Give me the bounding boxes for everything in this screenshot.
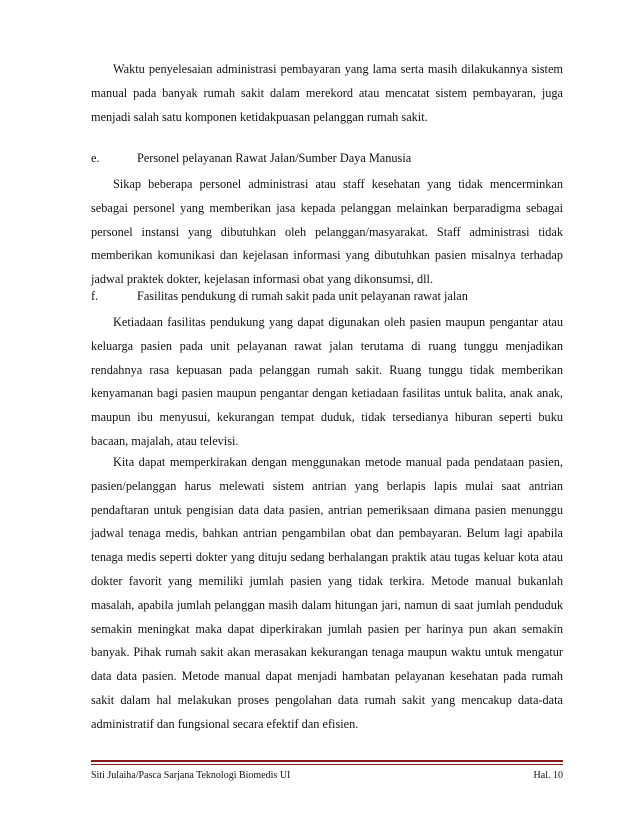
footer-page-number: Hal. 10 <box>533 770 563 781</box>
list-item-f <box>91 286 468 306</box>
paragraph-manual-method: Kita dapat memperkirakan dengan menggunakan metode manual pada pendataan pasien, pasien/pelanggan harus melewati sistem antrian yang berlapis lapis mulai saat antrian pendaftaran untuk pengisian data data pasien, antrian pemeriksaan dimana pasien menunggu jadwal tenaga medis, bahkan antrian pengambilan obat dan pembayaran. Belum lagi apabila tenaga medis seperti dokter yang dituju sedang berhalangan praktik atau tugas keluar kota atau dokter favorit yang memiliki jumlah pasien yang tidak terkira. Metode manual bukanlah masalah, apabila jumlah pelanggan masih dalam hitungan jari, namun di saat jumlah penduduk semakin meningkat maka dapat diperkirakan jumlah pasien per harinya pun akan semakin banyak. Pihak rumah sakit akan merasakan kekurangan tenaga maupun waktu untuk mengatur data data pasien. Metode manual dapat menjadi hambatan pelayanan kesehatan pada rumah sakit dalam hal melakukan proses pengolahan data rumah sakit yang mencakup data-data administratif dan fungsional secara efektif dan efisien. <box>91 455 563 731</box>
footer-author: Siti Julaiha/Pasca Sarjana Teknologi Biomedis UI <box>91 770 291 781</box>
list-item-f-text: Fasilitas pendukung di rumah sakit pada unit pelayanan rawat jalan <box>137 289 468 303</box>
paragraph-personnel: Sikap beberapa personel administrasi atau staff kesehatan yang tidak mencerminkan sebagai personel yang memberikan jasa kepada pelanggan melainkan berparadigma sebagai personel instansi yang dibutuhkan oleh pelanggan/masyarakat. Staff administrasi tidak memberikan komunikasi dan kejelasan informasi yang dibutuhkan pasien misalnya terhadap jadwal praktek dokter, kejelasan informasi obat yang dikonsumsi, dll. <box>91 177 563 287</box>
footer-rule-thin <box>91 764 563 765</box>
list-item-e <box>91 148 411 168</box>
list-item-e-number: e. <box>91 151 100 165</box>
paragraph-facilities: Ketiadaan fasilitas pendukung yang dapat digunakan oleh pasien maupun pengantar atau keluarga pasien pada unit pelayanan rawat jalan terutama di ruang tunggu menjadikan rendahnya rasa kepuasan pada pelanggan rumah sakit. Ruang tunggu tidak memberikan kenyamanan bagi pasien maupun pengantar dengan ketiadaan fasilitas untuk balita, anak anak, maupun ibu menyusui, kekurangan tempat duduk, tidak tersedianya hiburan seperti buku bacaan, majalah, atau televisi. <box>91 315 563 448</box>
list-item-f-number: f. <box>91 289 99 303</box>
paragraph-payment-administration: Waktu penyelesaian administrasi pembayaran yang lama serta masih dilakukannya sistem manual pada banyak rumah sakit dalam merekord atau mencatat sistem pembayaran, juga menjadi salah satu komponen ketidakpuasan pelanggan rumah sakit. <box>91 62 563 124</box>
list-item-e-text: Personel pelayanan Rawat Jalan/Sumber Daya Manusia <box>137 151 412 165</box>
footer-rule-thick <box>91 760 563 762</box>
